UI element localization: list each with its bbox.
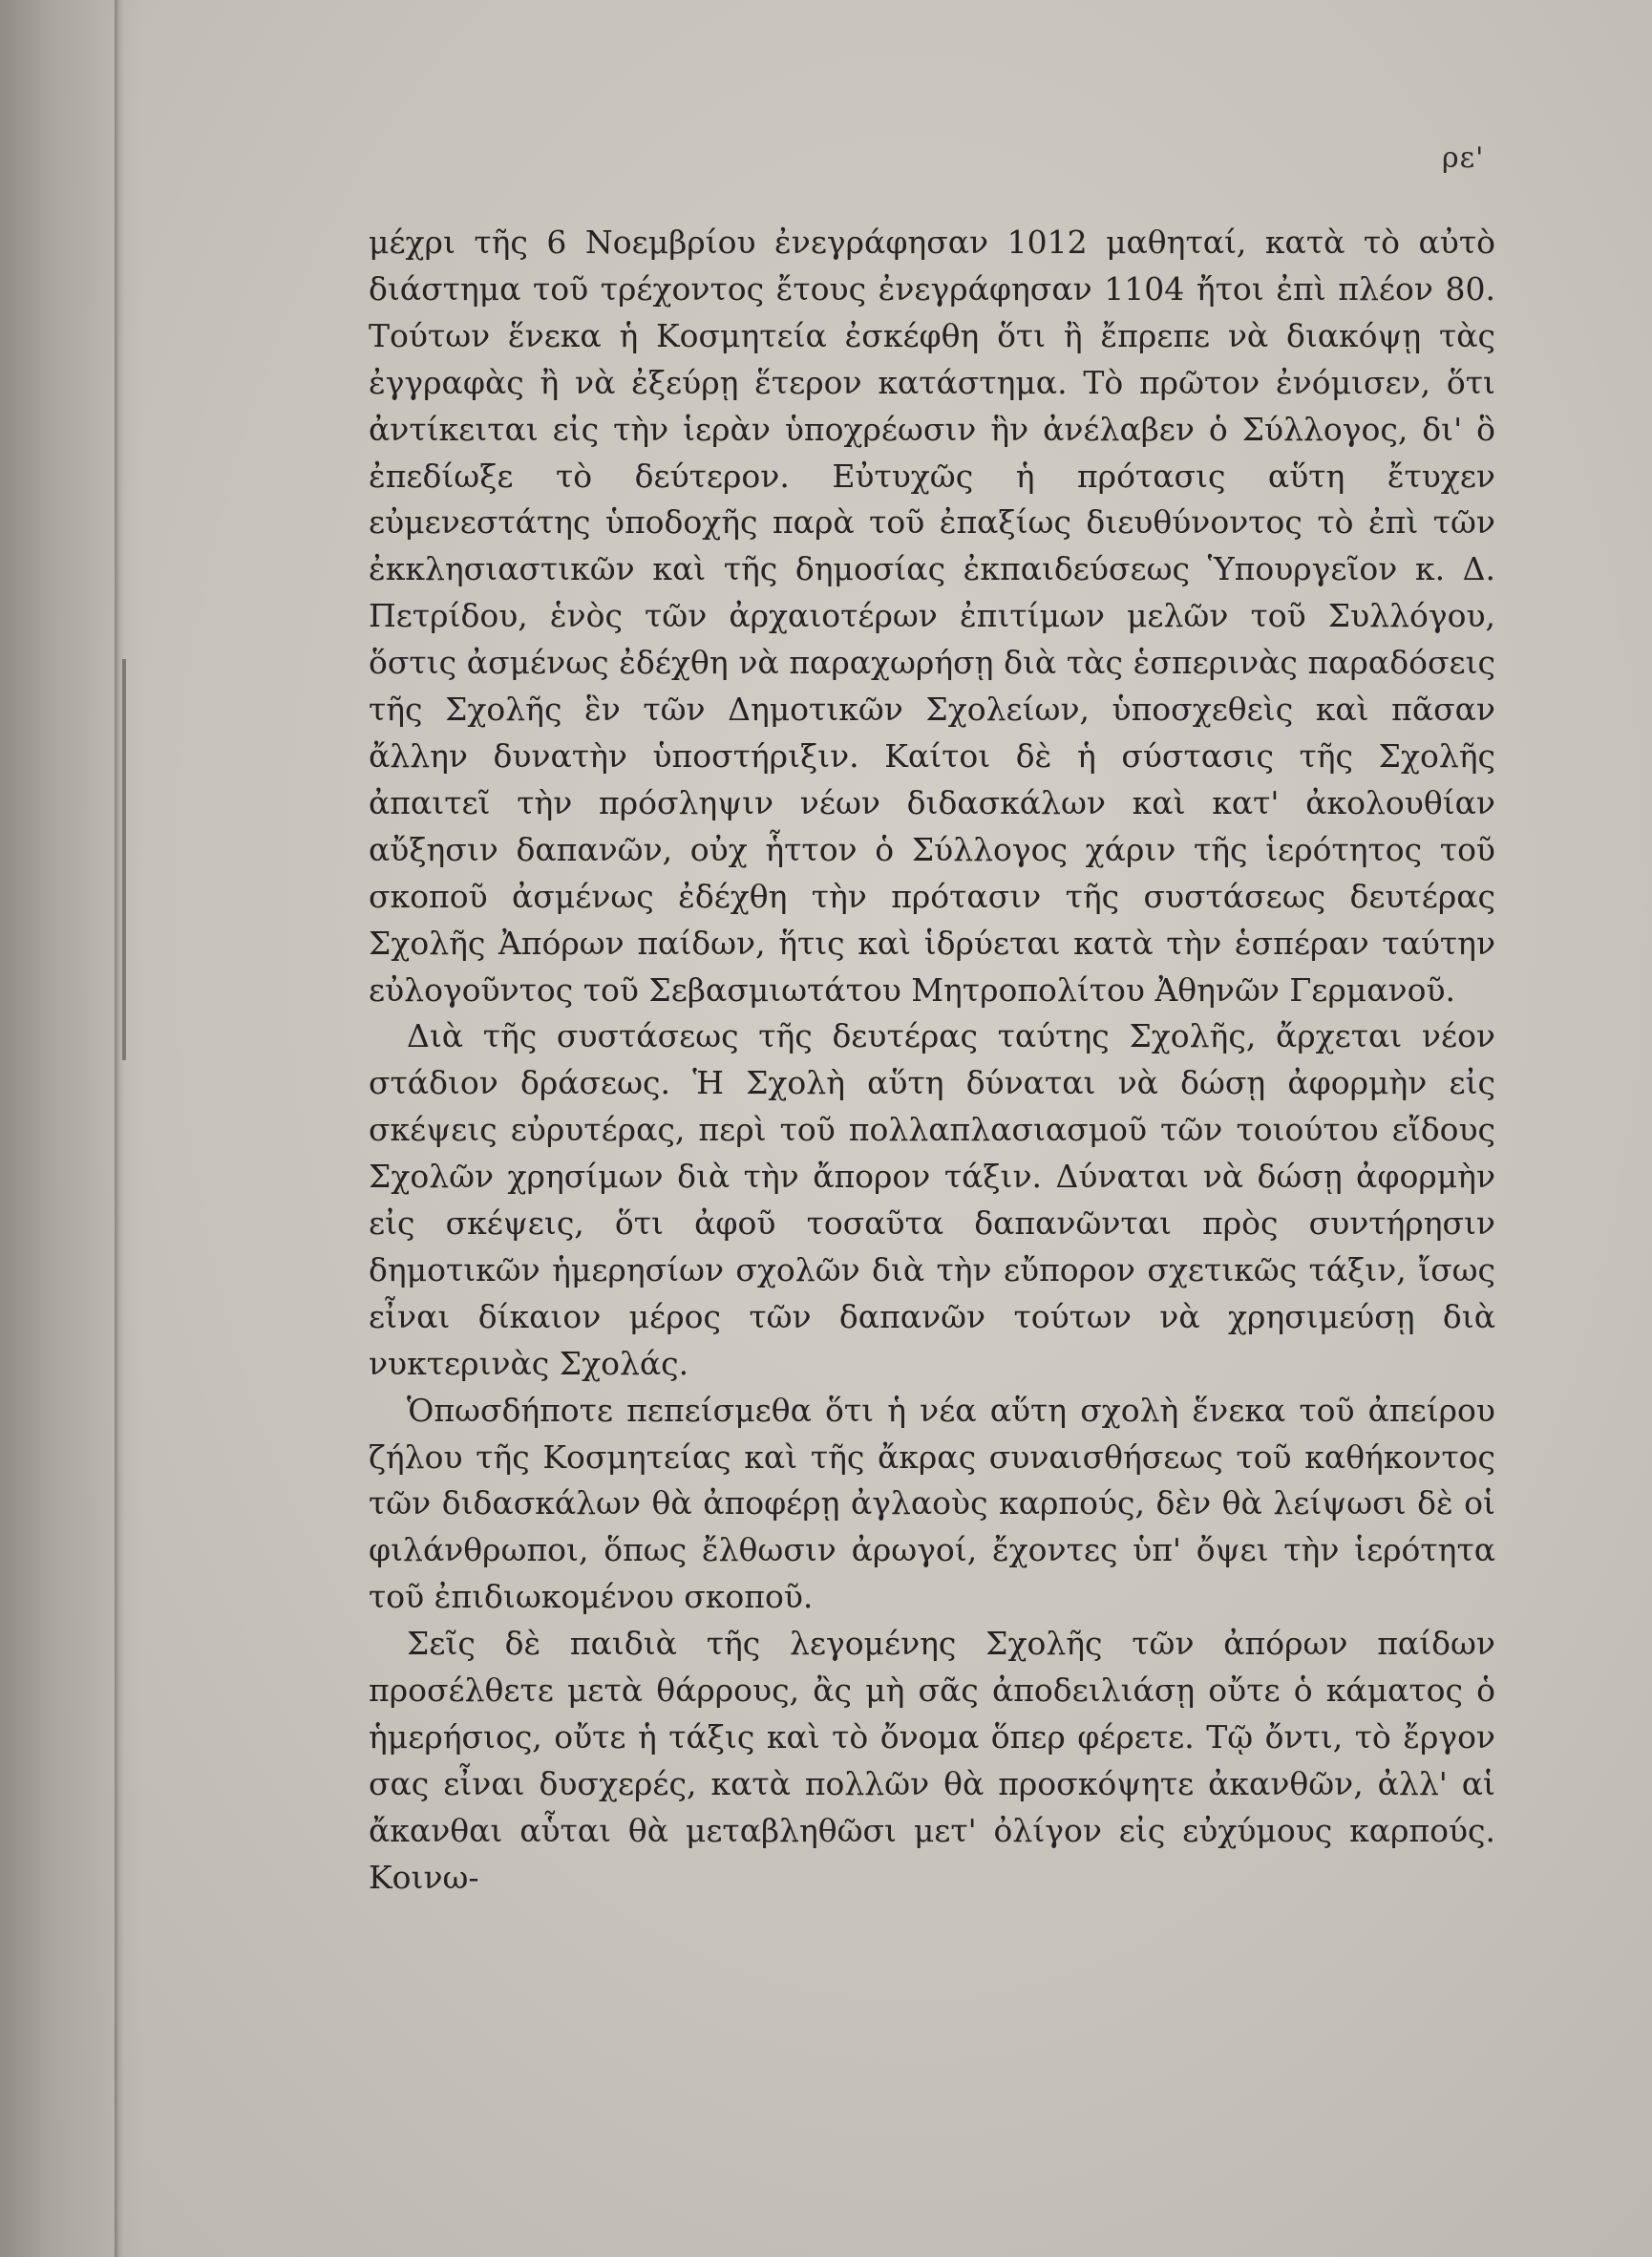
binding-crease bbox=[115, 0, 124, 2257]
body-text bbox=[369, 220, 1495, 1902]
paragraph-3: Ὁπωσδήποτε πεπείσμεθα ὅτι ἡ νέα αὕτη σχολὴ ἕνεκα τοῦ ἀπείρου ζήλου τῆς Κοσμητείας καὶ τῆς ἄκρας συναισθήσεως τοῦ καθήκοντος τῶν διδασκάλων θὰ ἀποφέρῃ ἀγλαοὺς καρπούς, δὲν θὰ λείψωσι δὲ οἱ φιλάνθρωποι, ὅπως ἔλθωσιν ἀρωγοί, ἔχοντες ὑπ' ὄψει τὴν ἱερότητα τοῦ ἐπιδιωκομένου σκοποῦ. bbox=[369, 1391, 1495, 1616]
paragraph-4: Σεῖς δὲ παιδιὰ τῆς λεγομένης Σχολῆς τῶν ἀπόρων παίδων προσέλθετε μετὰ θάρρους, ἂς μὴ σᾶς ἀποδειλιάσῃ οὔτε ὁ κάματος ὁ ἡμερήσιος, οὔτε ἡ τάξις καὶ τὸ ὄνομα ὅπερ φέρετε. Τῷ ὄντι, τὸ ἔργον σας εἶναι δυσχερές, κατὰ πολλῶν θὰ προσκόψητε ἀκανθῶν, ἀλλ' αἱ ἄκανθαι αὗται θὰ μεταβληθῶσι μετ' ὀλίγον εἰς εὐχύμους καρπούς. Κοινω- bbox=[369, 1625, 1495, 1896]
page-number: ρε' bbox=[1442, 141, 1485, 175]
paragraph-2: Διὰ τῆς συστάσεως τῆς δευτέρας ταύτης Σχολῆς, ἄρχεται νέον στάδιον δράσεως. Ἡ Σχολὴ αὕτη δύναται νὰ δώσῃ ἀφορμὴν εἰς σκέψεις εὐρυτέρας, περὶ τοῦ πολλαπλασιασμοῦ τῶν τοιούτου εἴδους Σχολῶν χρησίμων διὰ τὴν ἄπορον τάξιν. Δύναται νὰ δώσῃ ἀφορμὴν εἰς σκέψεις, ὅτι ἀφοῦ τοσαῦτα δαπανῶνται πρὸς συντήρησιν δημοτικῶν ἡμερησίων σχολῶν διὰ τὴν εὔπορον σχετικῶς τάξιν, ἴσως εἶναι δίκαιον μέρος τῶν δαπανῶν τούτων νὰ χρησιμεύσῃ διὰ νυκτερινὰς Σχολάς. bbox=[369, 1017, 1495, 1382]
binding-edge-mark bbox=[122, 659, 126, 1060]
paragraph-1: μέχρι τῆς 6 Νοεμβρίου ἐνεγράφησαν 1012 μαθηταί, κατὰ τὸ αὐτὸ διάστημα τοῦ τρέχοντος ἔτους ἐνεγράφησαν 1104 ἤτοι ἐπὶ πλέον 80. Τούτων ἕνεκα ἡ Κοσμητεία ἐσκέφθη ὅτι ἢ ἔπρεπε νὰ διακόψῃ τὰς ἐγγραφὰς ἢ νὰ ἐξεύρῃ ἕτερον κατάστημα. Τὸ πρῶτον ἐνόμισεν, ὅτι ἀντίκειται εἰς τὴν ἱερὰν ὑποχρέωσιν ἣν ἀνέλαβεν ὁ Σύλλογος, δι' ὃ ἐπεδίωξε τὸ δεύτερον. Εὐτυχῶς ἡ πρότασις αὕτη ἔτυχεν εὐμενεστάτης ὑποδοχῆς παρὰ τοῦ ἐπαξίως διευθύνοντος τὸ ἐπὶ τῶν ἐκκλησιαστικῶν καὶ τῆς δημοσίας ἐκπαιδεύσεως Ὑπουργεῖον κ. Δ. Πετρίδου, ἑνὸς τῶν ἀρχαιοτέρων ἐπιτίμων μελῶν τοῦ Συλλόγου, ὅστις ἀσμένως ἐδέχθη νὰ παραχωρήσῃ διὰ τὰς ἑσπερινὰς παραδόσεις τῆς Σχολῆς ἓν τῶν Δημοτικῶν Σχολείων, ὑποσχεθεὶς καὶ πᾶσαν ἄλλην δυνατὴν ὑποστήριξιν. Καίτοι δὲ ἡ σύστασις τῆς Σχολῆς ἀπαιτεῖ τὴν πρόσληψιν νέων διδασκάλων καὶ κατ' ἀκολουθίαν αὔξησιν δαπανῶν, οὐχ ἧττον ὁ Σύλλογος χάριν τῆς ἱερότητος τοῦ σκοποῦ ἀσμένως ἐδέχθη τὴν πρότασιν τῆς συστάσεως δευτέρας Σχολῆς Ἀπόρων παίδων, ἥτις καὶ ἱδρύεται κατὰ τὴν ἑσπέραν ταύτην εὐλογοῦντος τοῦ Σεβασμιωτάτου Μητροπολίτου Ἀθηνῶν Γερμανοῦ. bbox=[369, 224, 1495, 1009]
